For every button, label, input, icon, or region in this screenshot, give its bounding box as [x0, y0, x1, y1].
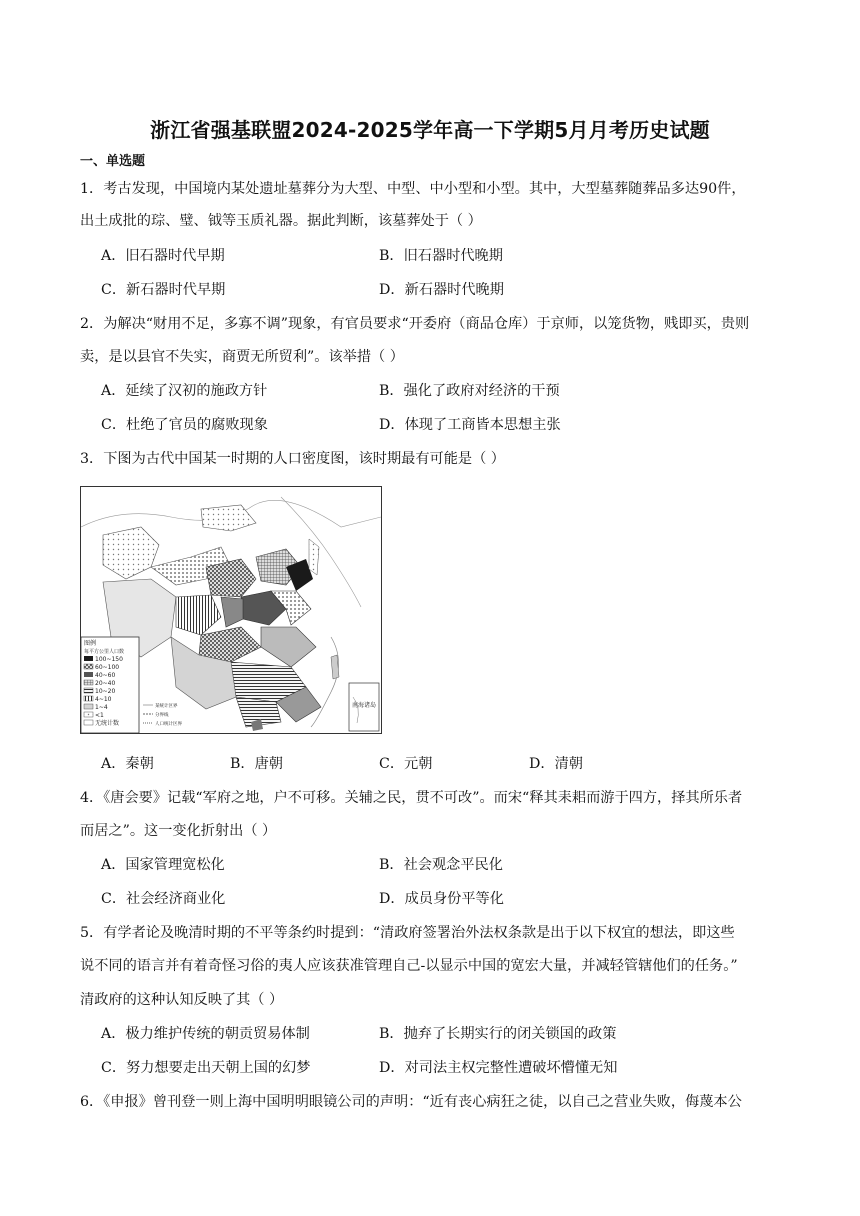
question-6-line-1: 6．《申报》曾刊登一则上海中国明明眼镜公司的声明：“近有丧心病狂之徒，以自己之营业失败，侮蔑本公 — [80, 1094, 742, 1110]
line-legend-item: 某统计区界 — [155, 704, 178, 709]
question-4-line-1: 4．《唐会要》记载“军府之地，户不可移。关辅之民，贯不可改”。而宋“释其耒耜而游于四方，择其所乐者 — [80, 790, 743, 806]
question-5-line-2: 说不同的语言并有着奇怪习俗的夷人应该获准管理自己-以显示中国的宽宏大量，并减轻管辖他们的任务。” — [80, 958, 738, 974]
question-2-line-1: 2．为解决“财用不足，多寡不调”现象，有官员要求“开委府（商品仓库）于京师，以笼货物，贱即买，贵则 — [80, 316, 750, 332]
legend-item: 10~20 — [95, 688, 116, 695]
question-4-line-2: 而居之”。这一变化折射出（ ） — [80, 823, 277, 839]
q3-option-a[interactable]: A．秦朝 — [101, 756, 154, 772]
question-1-line-1: 1．考古发现，中国境内某处遗址墓葬分为大型、中型、中小型和小型。其中，大型墓葬随葬品多达90件， — [80, 181, 746, 197]
legend-item: 60~100 — [95, 664, 120, 671]
q2-option-d[interactable]: D．体现了工商皆本思想主张 — [379, 417, 561, 433]
q2-option-c[interactable]: C．杜绝了官员的腐败现象 — [101, 417, 268, 433]
q4-option-d[interactable]: D．成员身份平等化 — [379, 891, 504, 907]
legend-item: 4~10 — [95, 696, 112, 703]
legend-subtitle: 每平方公里人口数 — [84, 649, 125, 655]
section-heading: 一、单选题 — [80, 154, 146, 169]
legend-title: 图例 — [84, 640, 97, 647]
question-5-line-3: 清政府的这种认知反映了其（ ） — [80, 992, 284, 1008]
q5-option-d[interactable]: D．对司法主权完整性遭破坏懵懂无知 — [379, 1060, 618, 1076]
legend-item: 40~60 — [95, 672, 116, 679]
q2-option-b[interactable]: B．强化了政府对经济的干预 — [379, 383, 560, 399]
line-legend-item: 分界线 — [155, 713, 169, 718]
q5-option-a[interactable]: A．极力维护传统的朝贡贸易体制 — [101, 1026, 310, 1042]
question-1-line-2: 出土成批的琮、璧、钺等玉质礼器。据此判断，该墓葬处于（ ） — [80, 213, 482, 229]
q4-option-b[interactable]: B．社会观念平民化 — [379, 857, 503, 873]
inset-label: 南海诸岛 — [351, 702, 377, 709]
legend-item: <1 — [95, 712, 104, 719]
line-legend-item: 人口统计区界 — [155, 722, 182, 727]
q1-option-c[interactable]: C．新石器时代早期 — [101, 282, 226, 298]
q3-option-d[interactable]: D．清朝 — [529, 756, 583, 772]
q1-option-a[interactable]: A．旧石器时代早期 — [101, 248, 225, 264]
q4-option-c[interactable]: C．社会经济商业化 — [101, 891, 226, 907]
population-density-map — [80, 486, 382, 734]
q3-option-c[interactable]: C．元朝 — [379, 756, 433, 772]
question-3-line-1: 3．下图为古代中国某一时期的人口密度图，该时期最有可能是（ ） — [80, 451, 505, 467]
legend-item: 1~4 — [95, 704, 108, 711]
question-5-line-1: 5．有学者论及晚清时期的不平等条约时提到：“清政府签署治外法权条款是出于以下权宜的想法，即这些 — [80, 925, 735, 941]
q5-option-b[interactable]: B．抛弃了长期实行的闭关锁国的政策 — [379, 1026, 617, 1042]
q2-option-a[interactable]: A．延续了汉初的施政方针 — [101, 383, 268, 399]
legend-item: 无统计数 — [95, 720, 120, 727]
exam-title: 浙江省强基联盟2024-2025学年高一下学期5月月考历史试题 — [150, 118, 710, 142]
q1-option-d[interactable]: D．新石器时代晚期 — [379, 282, 504, 298]
legend-item: 100~150 — [95, 656, 123, 663]
q5-option-c[interactable]: C．努力想要走出天朝上国的幻梦 — [101, 1060, 311, 1076]
q4-option-a[interactable]: A．国家管理宽松化 — [101, 857, 225, 873]
q3-option-b[interactable]: B．唐朝 — [230, 756, 283, 772]
q1-option-b[interactable]: B．旧石器时代晚期 — [379, 248, 503, 264]
legend-item: 20~40 — [95, 680, 116, 687]
question-2-line-2: 卖，是以县官不失实，商贾无所贸利”。该举措（ ） — [80, 349, 404, 365]
